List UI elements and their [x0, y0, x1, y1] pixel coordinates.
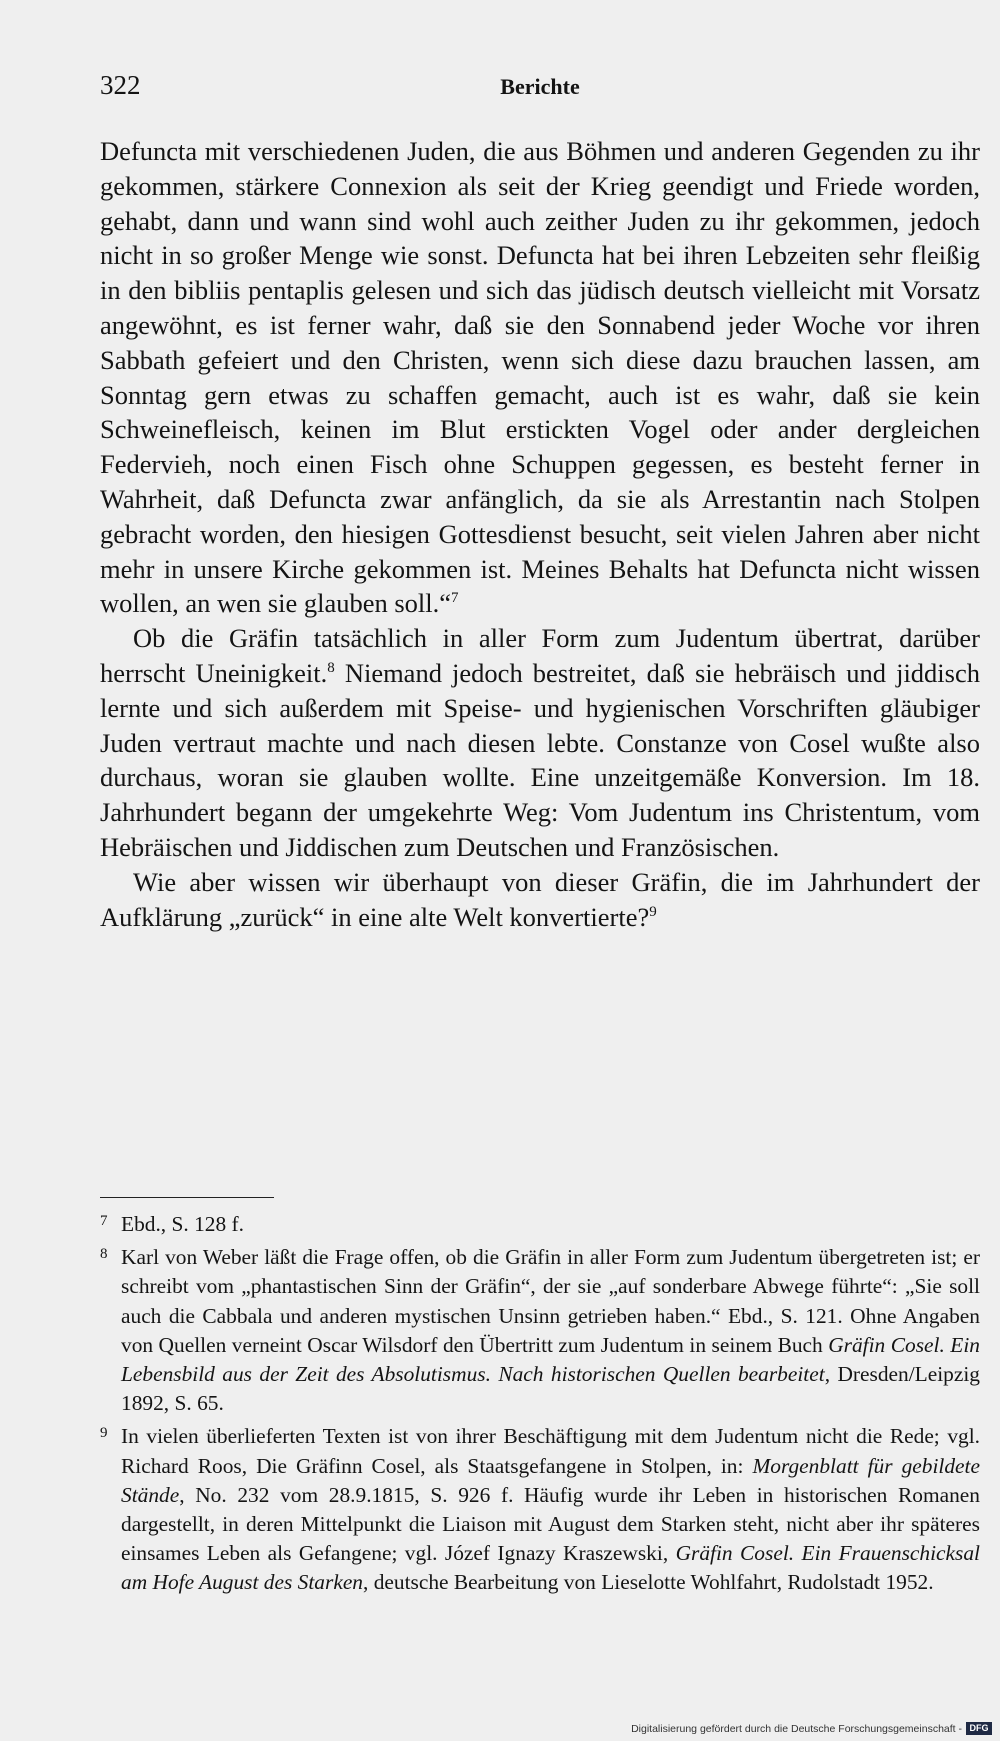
running-head	[100, 70, 980, 110]
footnote-ref[interactable]: 8	[327, 660, 335, 677]
page-number: 322	[100, 70, 141, 100]
footnote-ref[interactable]: 9	[649, 903, 657, 920]
digitization-credit	[631, 1722, 992, 1735]
footnote-text: Ebd., S. 128 f.	[121, 1212, 244, 1236]
book-title: Gräfin Cosel. Ein Frauenschicksal am Hofe August des Starken	[121, 1541, 980, 1595]
footnotes	[100, 1210, 980, 1602]
paragraph-quote	[100, 134, 980, 621]
footnote-text: In vielen überlieferten Texten ist von ihrer Beschäftigung mit dem Judentum nicht die Rede; vgl. Richard Roos, Die Gräfinn Cosel, als Staatsgefangene in Stolpen, in:	[121, 1424, 980, 1478]
footnote-divider	[100, 1197, 274, 1198]
body-text	[100, 134, 980, 934]
section-title: Berichte	[500, 74, 580, 99]
footnote-ref[interactable]: 7	[451, 590, 459, 607]
paragraph-text: Defuncta mit verschiedenen Juden, die aus Böhmen und anderen Gegenden zu ihr gekommen, stärkere Connexion als seit der Krieg geendigt und Friede worden, gehabt, dann und wann sind wohl auch zeither Juden zu ihr gekommen, jedoch nicht in so großer Menge wie sonst. Defuncta hat bei ihren Lebzeiten sehr fleißig in den bibliis pentaplis gelesen und sich das jüdisch deutsch vielleicht mit Vorsatz angewöhnt, es ist ferner wahr, daß sie den Sonnabend jeder Woche vor ihren Sabbath gefeiert und den Christen, wenn sich diese dazu brauchen lassen, am Sonntag gern etwas zu schaffen gemacht, auch ist es wahr, daß sie kein Schweinefleisch, keinen im Blut erstickten Vogel oder ander dergleichen Federvieh, noch einen Fisch ohne Schuppen gegessen, es besteht ferner in Wahrheit, daß Defuncta zwar anfänglich, da sie als Arrestantin nach Stolpen gebracht worden, den hiesigen Gottesdienst besucht, seit vielen Jahren aber nicht mehr in unsere Kirche gekommen ist. Meines Behalts hat Defuncta nicht wissen wollen, an wen sie glauben soll.“	[100, 136, 980, 619]
journal-title: Morgenblatt für gebildete Stände	[121, 1453, 980, 1507]
footnote-text: , No. 232 vom 28.9.1815, S. 926 f. Häufig wurde ihr Leben in historischen Romanen dargestellt, in deren Mittelpunkt die Liaison mit August dem Starken steht, nicht aber ihr späteres einsames Leben als Gefangene; vgl. Józef Ignazy Kraszewski,	[121, 1482, 980, 1566]
credit-text: Digitalisierung gefördert durch die Deutsche Forschungsgemeinschaft -	[631, 1722, 962, 1735]
paragraph	[100, 865, 980, 935]
footnote-7	[100, 1210, 980, 1239]
paragraph-text: Ob die Gräfin tatsächlich in aller Form zum Judentum übertrat, darüber herrscht Uneinigkeit.	[100, 623, 980, 688]
paragraph	[100, 621, 980, 865]
footnote-9	[100, 1422, 980, 1597]
paragraph-text: Niemand jedoch bestreitet, daß sie hebräisch und jiddisch lernte und sich außerdem mit Speise- und hygienischen Vorschriften gläubiger Juden vertraut machte und nach diesen lebte. Constanze von Cosel wußte also durchaus, woran sie glauben wollte. Eine unzeitgemäße Konversion. Im 18. Jahrhundert begann der umgekehrte Weg: Vom Judentum ins Christentum, vom Hebräischen und Jiddischen zum Deutschen und Französischen.	[100, 657, 980, 862]
dfg-logo-icon: DFG	[966, 1722, 992, 1735]
footnote-8	[100, 1243, 980, 1418]
footnote-mark: 9	[100, 1425, 108, 1442]
paragraph-text: Wie aber wissen wir überhaupt von dieser Gräfin, die im Jahrhundert der Aufklärung „zurück“ in eine alte Welt konvertierte?	[100, 866, 980, 932]
footnote-mark: 7	[100, 1213, 108, 1229]
footnote-text: Karl von Weber läßt die Frage offen, ob die Gräfin in aller Form zum Judentum übergetreten ist; er schreibt vom „phantastischen Sinn der Gräfin“, der sie „auf sonderbare Abwege führte“: „Sie soll auch die Cabbala und anderen mystischen Unsinn getrieben haben.“ Ebd., S. 121. Ohne Angaben von Quellen verneint Oscar Wilsdorf den Übertritt zum Judentum in seinem Buch	[121, 1245, 980, 1357]
footnote-text: , Dresden/Leipzig 1892, S. 65.	[121, 1362, 980, 1416]
footnote-mark: 8	[100, 1246, 108, 1263]
footnote-text: , deutsche Bearbeitung von Lieselotte Wohlfahrt, Rudolstadt 1952.	[363, 1570, 934, 1595]
book-title: Gräfin Cosel. Ein Lebensbild aus der Zeit des Absolutismus. Nach historischen Quellen bearbeitet	[121, 1332, 980, 1387]
